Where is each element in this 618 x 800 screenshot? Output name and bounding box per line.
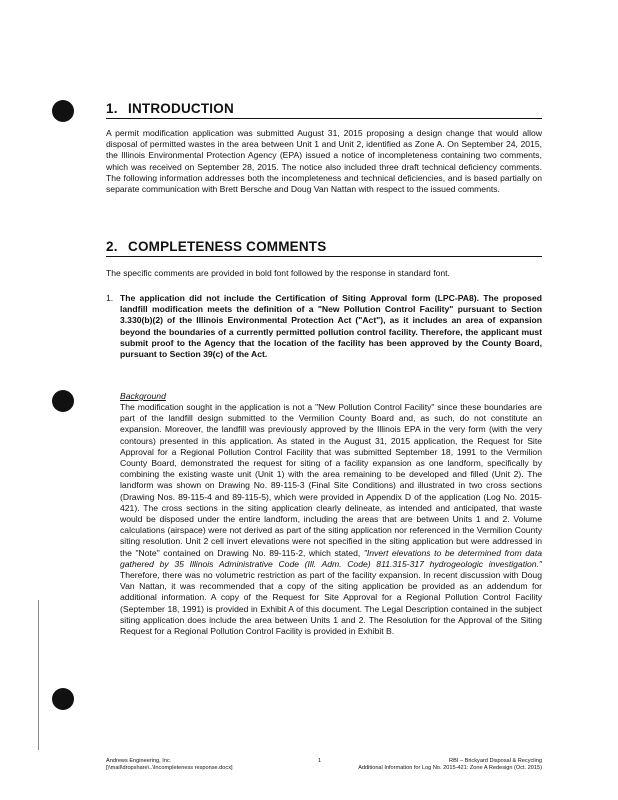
footer-log-info: Additional Information for Log No. 2015-421: Zone A Redesign (Oct. 2015) <box>358 765 542 771</box>
section-2-title: COMPLETENESS COMMENTS <box>128 239 327 254</box>
background-paragraph <box>120 402 542 637</box>
comment-1-bold-text: The application did not include the Certification of Siting Approval form (LPC-PA8). The proposed landfill modification meets the definition of a "New Pollution Control Facility" pursuant to Section 3.330(b)(2) of the Illinois Environmental Protection Act ("Act"), as it includes an area of expansion beyond the boundaries of a currently permitted pollution control facility. Therefore, the applicant must submit proof to the Agency that the location of the facility has been approved by the County Board, pursuant to Section 39(c) of the Act. <box>120 293 542 360</box>
footer-right <box>318 758 542 772</box>
footer-project: RBI – Brickyard Disposal & Recycling <box>449 758 542 764</box>
footer-company: Andrews Engineering, Inc. <box>106 758 172 764</box>
background-text-2: Therefore, there was no volumetric restriction as part of the facility expansion. In recent discussion with Doug Van Nattan, it was recommended that a copy of the siting application be provided as an addendum for additional information. A copy of the Request for Site Approval for a Regional Pollution Control Facility (September 18, 1991) is provided in Exhibit A of this document. The Legal Description contained in the subject siting application does include the area between Units 1 and 2. The Resolution for the Approval of the Siting Request for a Regional Pollution Control Facility is provided in Exhibit B. <box>120 570 542 637</box>
comment-number: 1. <box>106 293 114 303</box>
footer-path: [\\mail\dropshare\..\Incompleteness response.docx] <box>106 765 233 771</box>
punch-hole <box>52 688 74 710</box>
margin-line <box>38 600 39 750</box>
comment-1 <box>120 293 542 360</box>
punch-hole <box>52 100 74 122</box>
background-text-1: The modification sought in the application is not a "New Pollution Control Facility" since these boundaries are part of the landfill design submitted to the Vermilion County Board and, as such, do not constitute an expansion. Moreover, the landfill was previously approved by the Illinois EPA in the very form (with the very contours) presented in this application. As stated in the August 31, 2015 application, the Request for Site Approval for a Regional Pollution Control Facility that was submitted September 18, 1991 to the Vermilion County Board, demonstrated the request for siting of a facility expansion as one landform, specifically by combining the existing waste unit (Unit 1) with the area remaining to be developed and filled (Unit 2). The landform was shown on Drawing No. 89-115-3 (Final Site Conditions) and illustrated in two cross sections (Drawing Nos. 89-115-4 and 89-115-5), which were provided in Appendix D of the application (Log No. 2015-421). The cross sections in the siting application clearly delineate, as intended and anticipated, that waste would be disposed under the entire landform, including the areas that are between Units 1 and 2. Volume calculations (airspace) were not derived as part of the siting application nor referenced in the Vermilion County siting resolution. Unit 2 cell invert elevations were not specified in the siting application but were addressed in the "Note" contained on Drawing No. 89-115-2, which stated, <box>120 402 542 558</box>
section-1-body <box>106 128 542 195</box>
section-2-intro <box>106 268 542 279</box>
punch-hole <box>52 390 74 412</box>
section-2-number: 2. <box>106 239 118 254</box>
section-1-title: INTRODUCTION <box>128 101 234 116</box>
section-1-number: 1. <box>106 101 118 116</box>
footer-page-number: 1 <box>318 758 322 764</box>
completeness-intro: The specific comments are provided in bold font followed by the response in standard font. <box>106 268 450 278</box>
background-body <box>120 402 542 637</box>
background-label: Background <box>120 391 166 401</box>
background-quote: "Invert elevations to be determined from data gathered by 35 Illinois Administrative Code (Ill. Adm. Code) 811.315-317 hydrogeologic investigation." <box>120 547 542 569</box>
introduction-paragraph: A permit modification application was submitted August 31, 2015 proposing a design change that would allow disposal of permitted wastes in the area between Unit 1 and Unit 2, identified as Zone A. On September 24, 2015, the Illinois Environmental Protection Agency (EPA) issued a notice of incompleteness containing two comments, which was received on September 28, 2015. The notice also included three draft technical deficiency comments. The following information addresses both the incompleteness and technical deficiencies, and is based partially on separate communication with Brett Bersche and Doug Van Nattan with respect to the issued comments. <box>106 128 542 195</box>
section-1-heading <box>106 101 542 119</box>
footer-left <box>106 758 233 772</box>
section-2-heading <box>106 239 542 257</box>
